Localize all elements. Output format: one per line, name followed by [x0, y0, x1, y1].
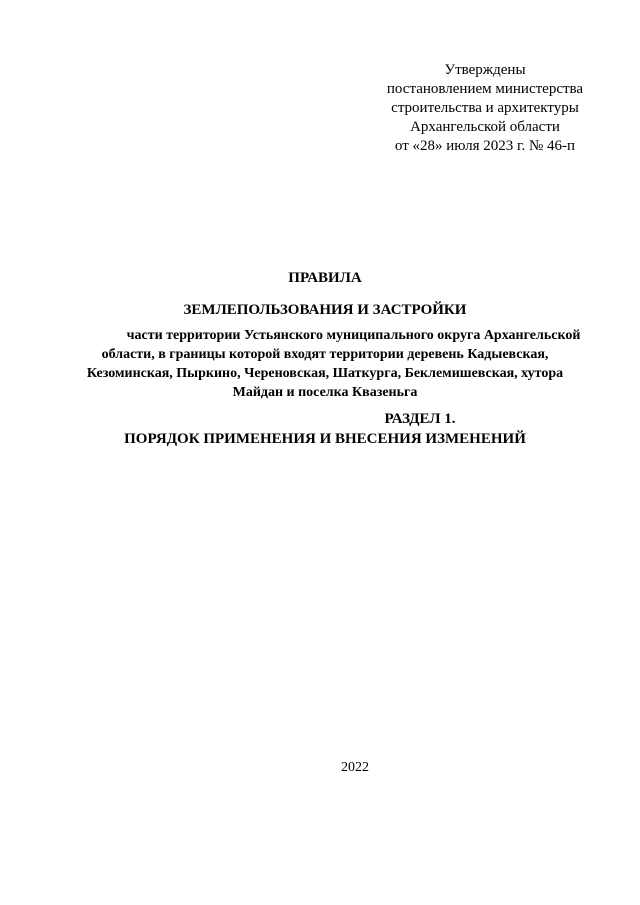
- title-line-land-use: ЗЕМЛЕПОЛЬЗОВАНИЯ И ЗАСТРОЙКИ: [183, 302, 467, 318]
- approval-line: от «28» июля 2023 г. № 46-п: [394, 138, 576, 154]
- section-number: РАЗДЕЛ 1.: [384, 411, 456, 427]
- section-title: ПОРЯДОК ПРИМЕНЕНИЯ И ВНЕСЕНИЯ ИЗМЕНЕНИЙ: [124, 431, 526, 447]
- document-subtitle: [60, 326, 590, 402]
- approval-line: строительства и архитектуры: [391, 100, 579, 116]
- subtitle-line: области, в границы которой входят территории деревень Кадыевская,: [101, 347, 549, 362]
- subtitle-line: части территории Устьянского муниципального округа Архангельской: [126, 328, 581, 343]
- approval-stamp: [360, 61, 610, 156]
- document-year: 2022: [341, 760, 369, 775]
- subtitle-line: Майдан и поселка Квазеньга: [232, 385, 418, 400]
- title-line-rules: ПРАВИЛА: [288, 270, 362, 286]
- approval-line: Архангельской области: [410, 119, 560, 135]
- section-heading: [60, 409, 640, 449]
- subtitle-line: Кезоминская, Пыркино, Череновская, Шаткурга, Беклемишевская, хутора: [86, 366, 564, 381]
- approval-line: Утверждены: [444, 62, 526, 78]
- document-title: [60, 268, 590, 320]
- approval-line: постановлением министерства: [386, 81, 584, 97]
